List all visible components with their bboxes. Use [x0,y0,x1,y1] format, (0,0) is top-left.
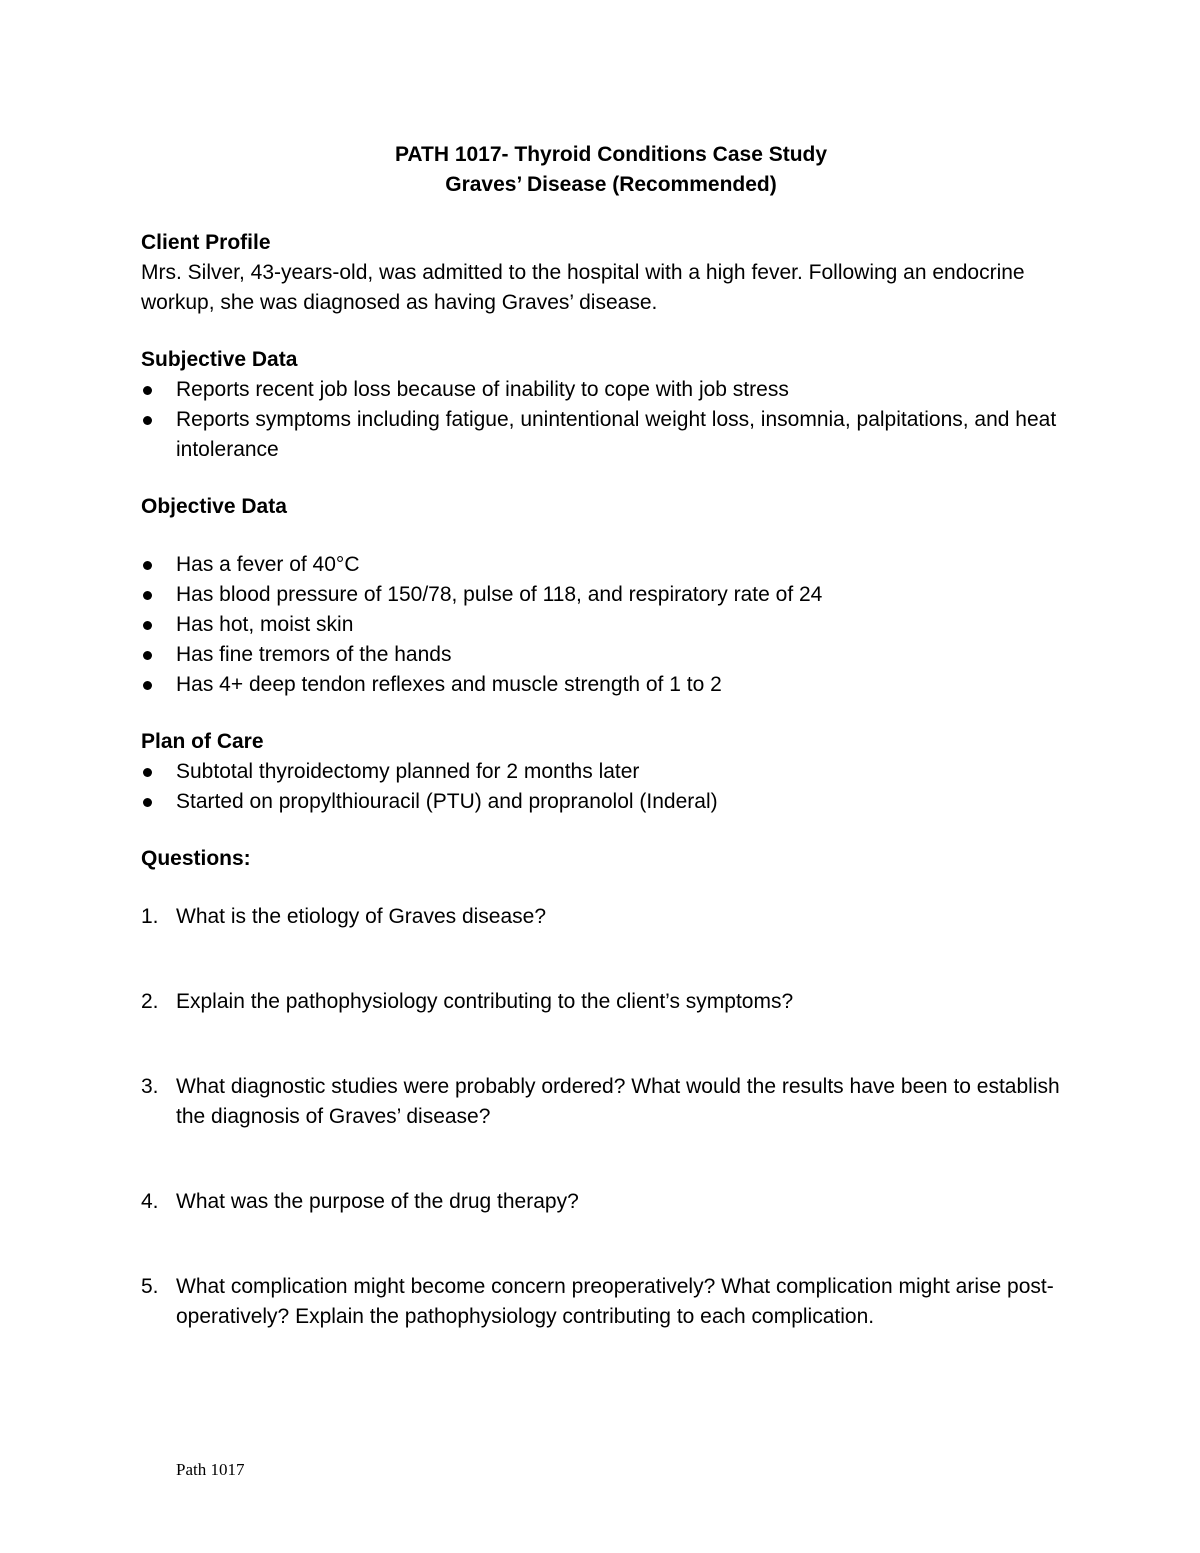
question-text: What was the purpose of the drug therapy? [176,1190,579,1213]
bullet-icon [143,651,152,660]
list-item-text: Has a fever of 40°C [176,553,360,576]
question-item [141,1072,1081,1132]
objective-data-list [141,550,1081,700]
subjective-data-heading: Subjective Data [141,348,298,371]
plan-of-care-list [141,757,1081,817]
document-body [141,140,1081,1359]
list-item [141,580,1081,610]
list-item-text: Has fine tremors of the hands [176,643,452,666]
bullet-icon [143,591,152,600]
client-profile-heading: Client Profile [141,231,271,254]
spacer [141,874,1081,902]
list-item-text: Has hot, moist skin [176,613,354,636]
question-number: 3. [141,1075,159,1098]
question-item [141,987,1081,1017]
objective-data-section [141,492,1081,700]
spacer [141,522,1081,550]
bullet-icon [143,386,152,395]
question-text: What is the etiology of Graves disease? [176,905,547,928]
list-item [141,375,1081,405]
list-item-text: Started on propylthiouracil (PTU) and propranolol (Inderal) [176,790,718,813]
questions-section [141,844,1081,1332]
list-item-text: Has blood pressure of 150/78, pulse of 118, and respiratory rate of 24 [176,583,823,606]
bullet-icon [143,798,152,807]
question-item [141,1187,1081,1217]
list-item [141,670,1081,700]
document-title [141,140,1081,200]
list-item [141,640,1081,670]
client-profile-text: Mrs. Silver, 43-years-old, was admitted to the hospital with a high fever. Following an endocrine workup, she was diagnosed as having Graves’ disease. [141,261,1025,314]
title-line-course: PATH 1017- Thyroid Conditions Case Study [394,143,828,166]
objective-data-heading: Objective Data [141,495,287,518]
questions-heading: Questions: [141,847,251,870]
title-line-topic: Graves’ Disease (Recommended) [445,173,777,196]
bullet-icon [143,621,152,630]
list-item-text: Reports recent job loss because of inability to cope with job stress [176,378,789,401]
question-text: What complication might become concern preoperatively? What complication might arise post-operatively? Explain the pathophysiology contributing to each complication. [176,1275,1054,1328]
list-item [141,550,1081,580]
question-number: 5. [141,1275,159,1298]
page-footer: Path 1017 [176,1460,245,1479]
subjective-data-section [141,345,1081,465]
question-item [141,1272,1081,1332]
list-item [141,757,1081,787]
list-item-text: Has 4+ deep tendon reflexes and muscle strength of 1 to 2 [176,673,722,696]
bullet-icon [143,416,152,425]
bullet-icon [143,561,152,570]
question-text: Explain the pathophysiology contributing to the client’s symptoms? [176,990,794,1013]
question-number: 2. [141,990,159,1013]
list-item-text: Reports symptoms including fatigue, unintentional weight loss, insomnia, palpitations, and heat intolerance [176,408,1057,461]
bullet-icon [143,768,152,777]
question-item [141,902,1081,932]
questions-list [141,902,1081,1332]
question-text: What diagnostic studies were probably ordered? What would the results have been to establish the diagnosis of Graves’ disease? [176,1075,1060,1128]
client-profile-section [141,228,1081,318]
plan-of-care-heading: Plan of Care [141,730,264,753]
list-item [141,787,1081,817]
question-number: 4. [141,1190,159,1213]
list-item-text: Subtotal thyroidectomy planned for 2 months later [176,760,640,783]
list-item [141,405,1081,465]
plan-of-care-section [141,727,1081,817]
bullet-icon [143,681,152,690]
list-item [141,610,1081,640]
question-number: 1. [141,905,159,928]
subjective-data-list [141,375,1081,465]
